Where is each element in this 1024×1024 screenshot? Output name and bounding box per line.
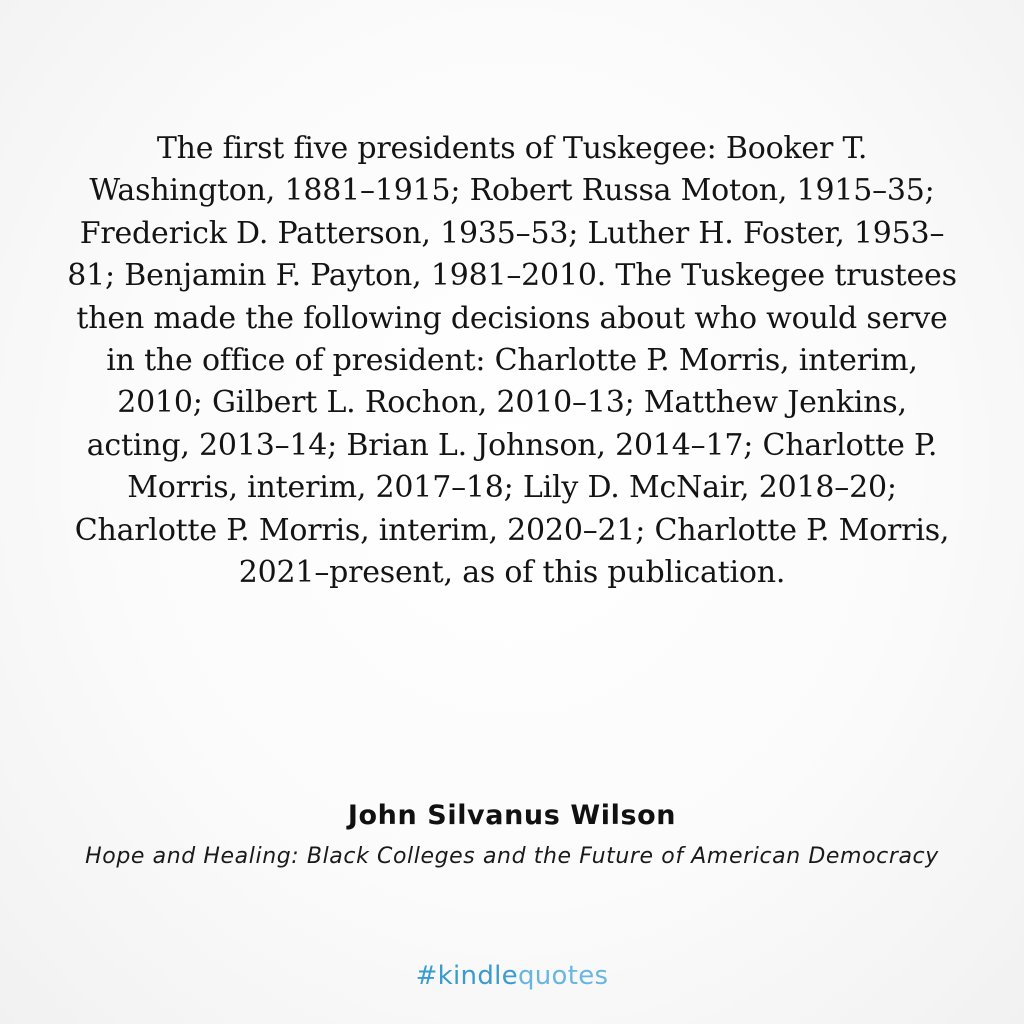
kindle-quotes-hashtag [0, 956, 1024, 996]
quote-text: The first five presidents of Tuskegee: Booker T. Washington, 1881–1915; Robert Russa Moton, 1915–35; Frederick D. Patterson, 1935–53; Luther H. Foster, 1953–81; Benjamin F. Payton, 1981–2010. The Tuskegee trustees then made the following decisions about who would serve in the office of president: Charlotte P. Morris, interim, 2010; Gilbert L. Rochon, 2010–13; Matthew Jenkins, acting, 2013–14; Brian L. Johnson, 2014–17; Charlotte P. Morris, interim, 2017–18; Lily D. McNair, 2018–20; Charlotte P. Morris, interim, 2020–21; Charlotte P. Morris, 2021–present, as of this publication. [67, 131, 957, 591]
book-title: Hope and Healing: Black Colleges and the Future of American Democracy [85, 844, 939, 869]
hashtag-suffix: quotes [517, 961, 609, 991]
author-name: John Silvanus Wilson [347, 800, 677, 831]
hashtag-prefix: #kindle [415, 961, 518, 991]
